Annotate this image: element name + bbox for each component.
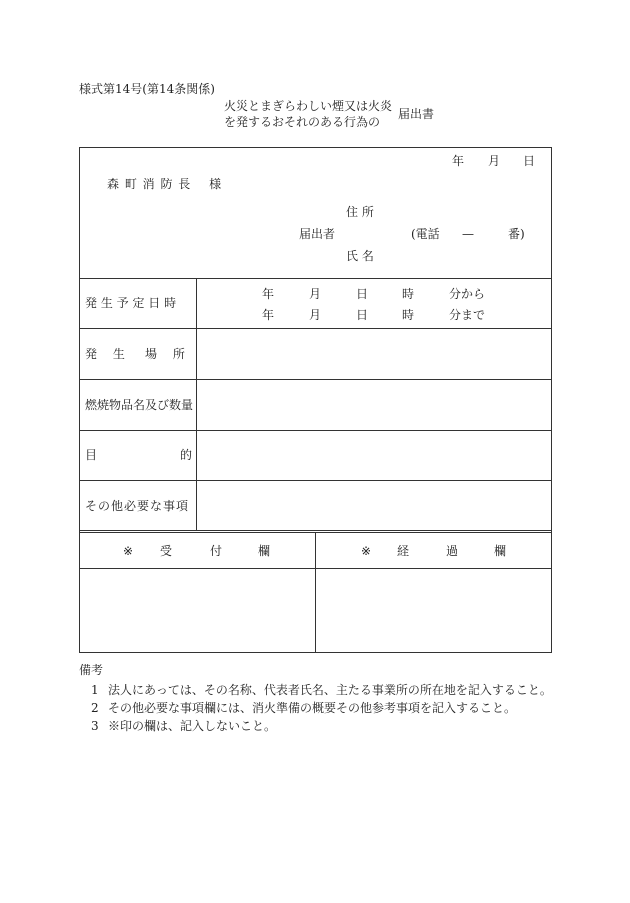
phone-open: (電話	[411, 227, 440, 241]
note-3-text: ※印の欄は、記入しないこと。	[108, 719, 277, 733]
divider-row-4	[79, 480, 552, 481]
place-label-right: 場 所	[145, 347, 191, 361]
other-label: その他必要な事項	[85, 499, 190, 513]
note-3-num: 3	[91, 719, 99, 733]
reception-mark: ※	[123, 544, 134, 558]
title-line-2: を発するおそれのある行為の	[224, 115, 381, 129]
date-month: 月	[488, 154, 501, 168]
label-column-divider	[196, 278, 197, 531]
phone-close: 番)	[508, 227, 525, 241]
schedule-until-month: 月	[309, 308, 322, 322]
note-1-text: 法人にあっては、その名称、代表者氏名、主たる事業所の所在地を記入すること。	[108, 683, 552, 697]
divider-row-3	[79, 430, 552, 431]
schedule-until-year: 年	[262, 308, 275, 322]
divider-row-5a	[79, 530, 552, 531]
reception-char-2: 付	[210, 544, 223, 558]
schedule-from-hour: 時	[402, 287, 415, 301]
note-2-text: その他必要な事項欄には、消火準備の概要その他参考事項を記入すること。	[108, 701, 517, 715]
schedule-from-month: 月	[309, 287, 322, 301]
progress-mark: ※	[361, 544, 372, 558]
bottom-column-divider	[315, 532, 316, 653]
materials-label: 燃焼物品名及び数量	[85, 398, 194, 412]
schedule-label: 発 生 予 定 日 時	[85, 296, 177, 310]
purpose-label-left: 目	[85, 448, 98, 462]
form-number: 様式第14号(第14条関係)	[79, 82, 215, 96]
schedule-until-hour: 時	[402, 308, 415, 322]
purpose-label-right: 的	[180, 448, 193, 462]
name-label: 氏 名	[346, 249, 374, 263]
date-year: 年	[452, 154, 465, 168]
schedule-until-day: 日	[356, 308, 369, 322]
reception-char-3: 欄	[258, 544, 271, 558]
phone-dash: —	[462, 227, 474, 241]
addressee: 森 町 消 防 長 様	[107, 177, 223, 191]
address-label: 住 所	[346, 205, 374, 219]
reception-char-1: 受	[160, 544, 173, 558]
progress-char-2: 過	[446, 544, 459, 558]
divider-row-2	[79, 379, 552, 380]
divider-header	[79, 278, 552, 279]
schedule-from-suffix: 分から	[449, 287, 486, 301]
place-label-left: 発 生	[85, 347, 131, 361]
progress-char-1: 経	[397, 544, 410, 558]
schedule-until-suffix: 分まで	[449, 308, 486, 322]
note-2-num: 2	[91, 701, 99, 715]
note-1-num: 1	[91, 683, 99, 697]
schedule-from-year: 年	[262, 287, 275, 301]
date-day: 日	[523, 154, 536, 168]
progress-char-3: 欄	[494, 544, 507, 558]
divider-row-1	[79, 328, 552, 329]
notifier-label: 届出者	[299, 227, 336, 241]
notes-heading: 備考	[79, 663, 104, 677]
title-line-1: 火災とまぎらわしい煙又は火炎	[224, 99, 393, 113]
schedule-from-day: 日	[356, 287, 369, 301]
title-suffix: 届出書	[398, 107, 435, 121]
